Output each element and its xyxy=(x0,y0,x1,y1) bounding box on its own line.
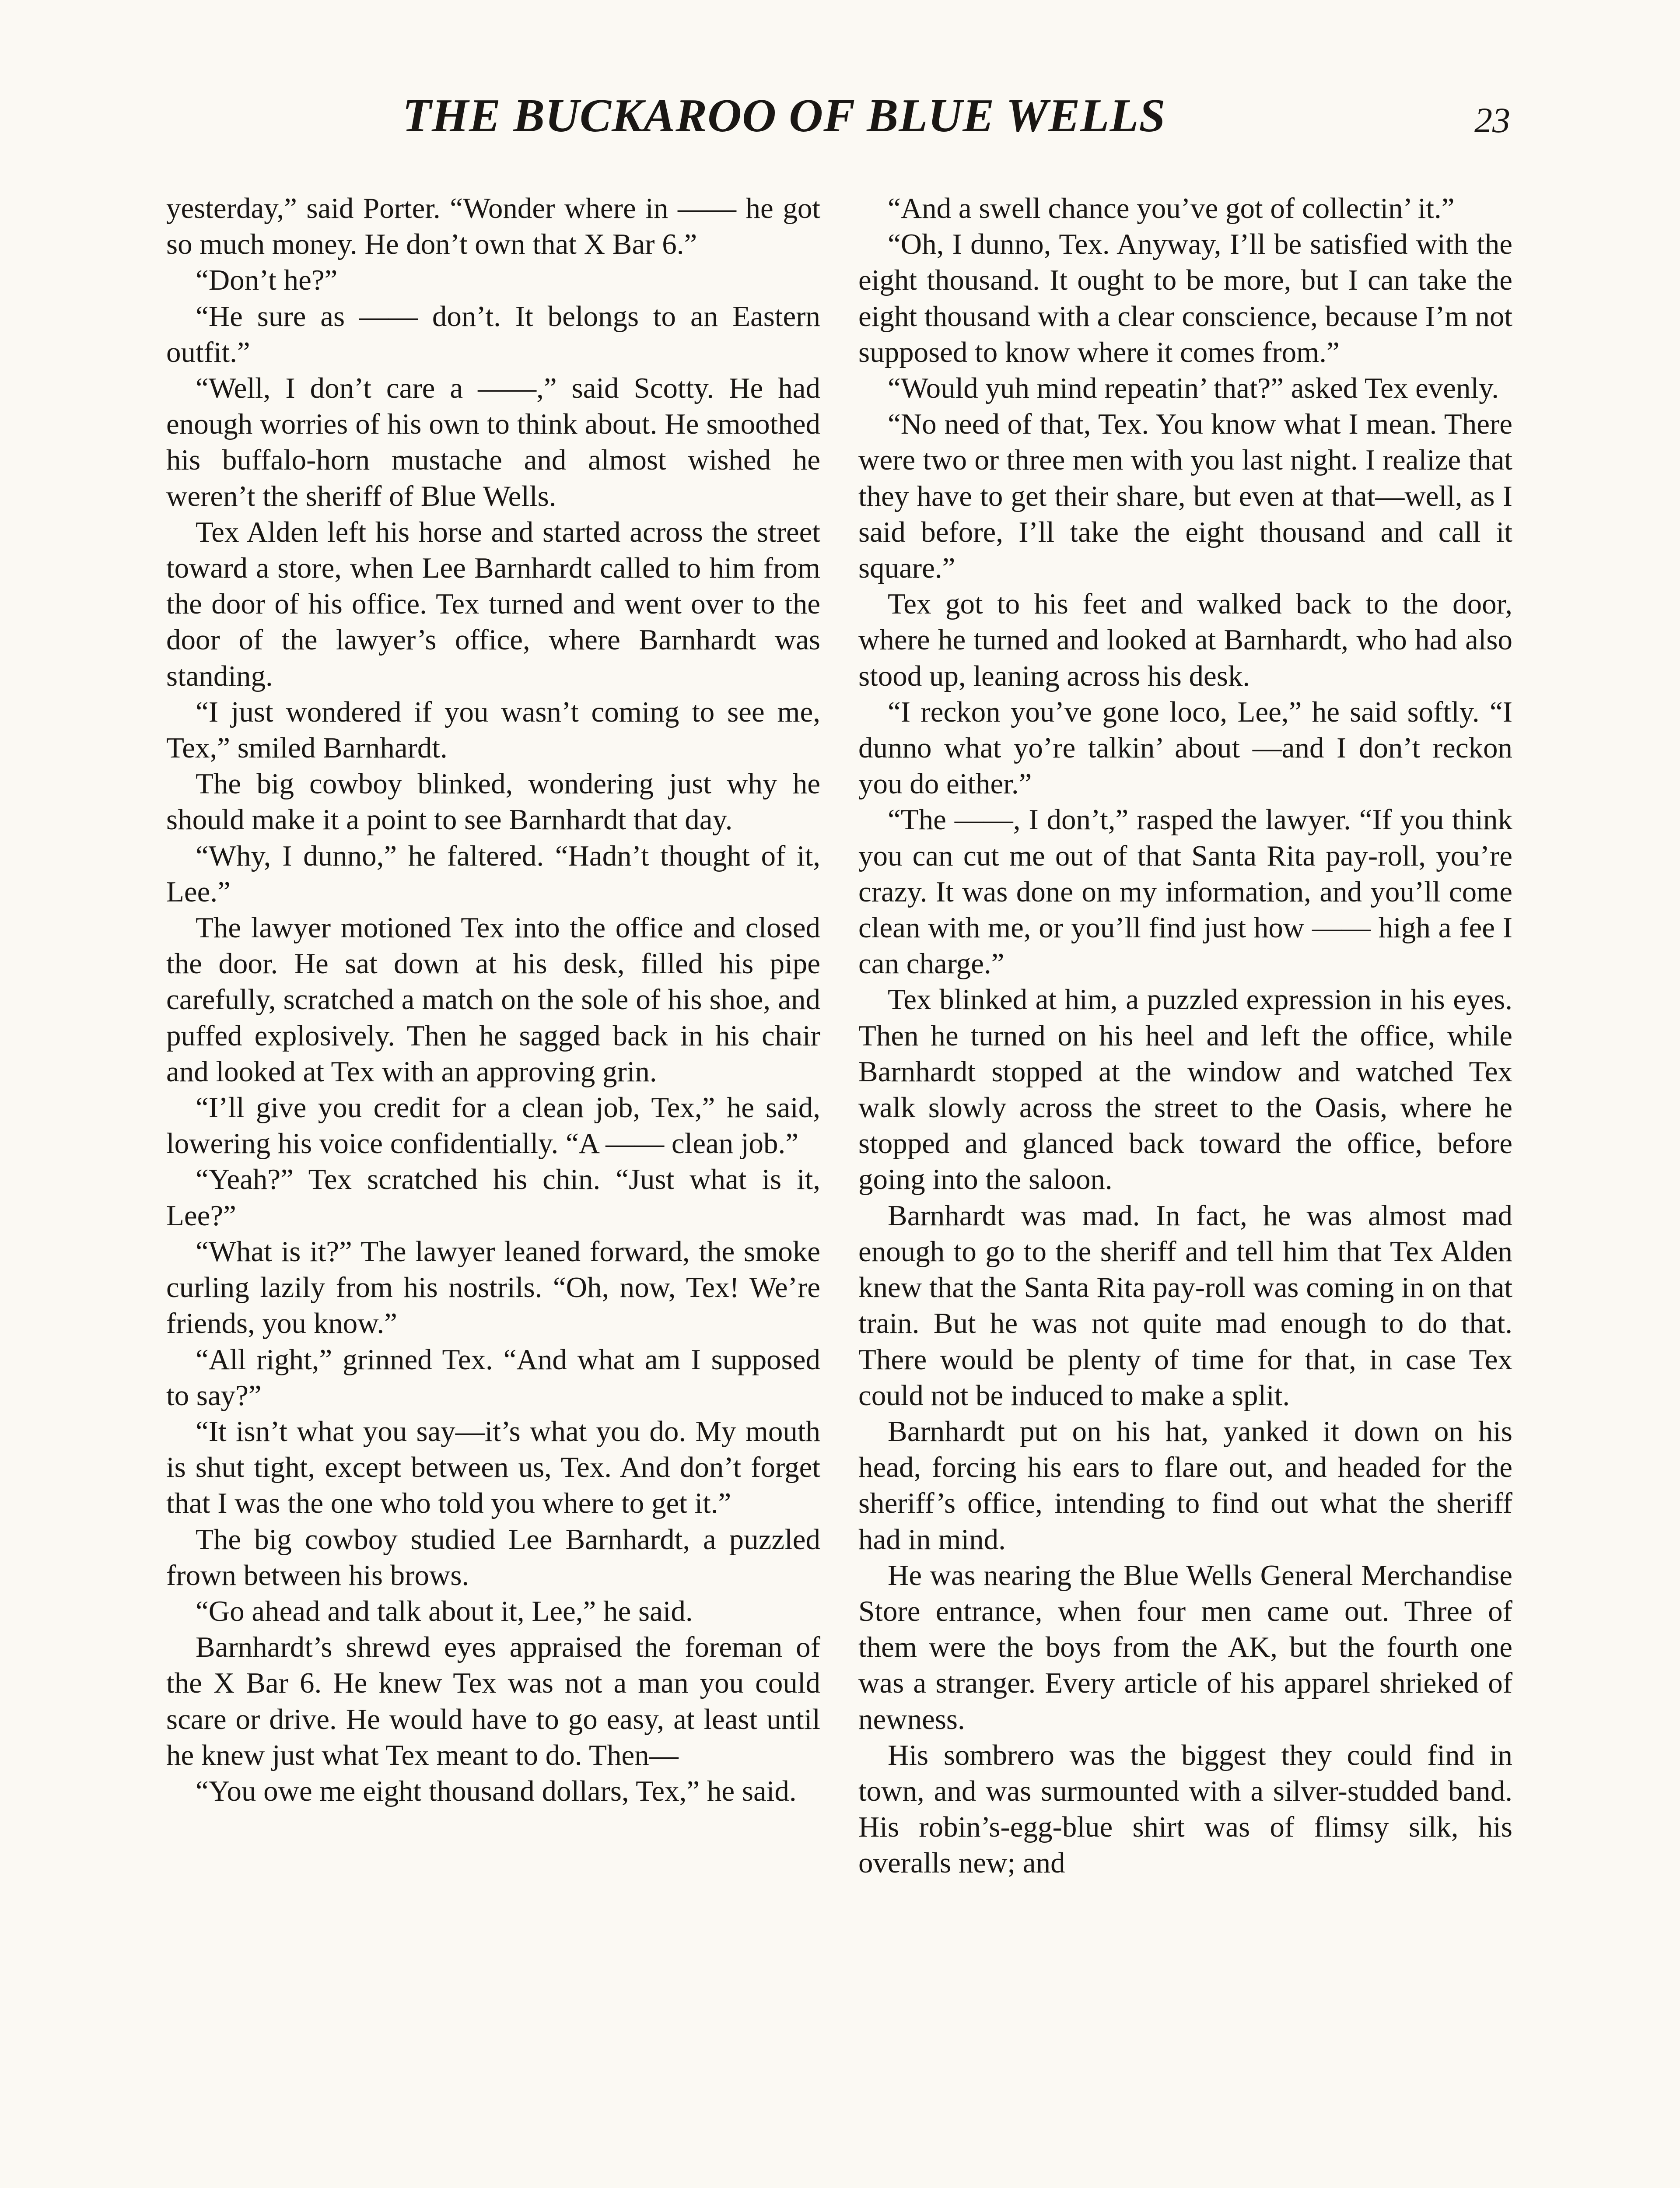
paragraph: Tex Alden left his horse and started across the street toward a store, when Lee Barnhardt called to him from the door of his office. Tex turned and went over to the door of the lawyer’s office, where Barnhardt was standing. xyxy=(166,515,820,692)
paragraph: “What is it?” The lawyer leaned forward, the smoke curling lazily from his nostrils. “Oh, now, Tex! We’re friends, you know.” xyxy=(166,1235,820,1340)
paragraph: The lawyer motioned Tex into the office and closed the door. He sat down at his desk, filled his pipe carefully, scratched a match on the sole of his shoe, and puffed explosively. Then he sagged back in his chair and looked at Tex with an approving grin. xyxy=(166,912,820,1088)
paragraph: “I’ll give you credit for a clean job, Tex,” he said, lowering his voice confidentially. “A —— clean job.” xyxy=(166,1091,820,1160)
paragraph: His sombrero was the biggest they could find in town, and was surmounted with a silver-studded band. His robin’s-egg-blue shirt was of flimsy silk, his overalls new; and xyxy=(858,1739,1512,1879)
paragraph: “Well, I don’t care a ——,” said Scotty. He had enough worries of his own to think about. He smoothed his buffalo-horn mustache and almost wished he weren’t the sheriff of Blue Wells. xyxy=(166,372,820,512)
paragraph: Barnhardt’s shrewd eyes appraised the foreman of the X Bar 6. He knew Tex was not a man you could scare or drive. He would have to go easy, at least until he knew just what Tex meant to do. Then— xyxy=(166,1631,820,1771)
paragraph: “The ——, I don’t,” rasped the lawyer. “If you think you can cut me out of that Santa Rita pay-roll, you’re crazy. It was done on my information, and you’ll come clean with me, or you’ll find just how —— high a fee I can charge.” xyxy=(858,803,1512,980)
paragraph: “I reckon you’ve gone loco, Lee,” he said softly. “I dunno what yo’re talkin’ about —and I don’t reckon you do either.” xyxy=(858,695,1512,800)
paragraph: “He sure as —— don’t. It belongs to an Eastern outfit.” xyxy=(166,300,820,368)
paragraph: “Oh, I dunno, Tex. Anyway, I’ll be satisfied with the eight thousand. It ought to be more, but I can take the eight thousand with a clear conscience, because I’m not supposed to know where it comes from.” xyxy=(858,228,1512,368)
running-title: THE BUCKAROO OF BLUE WELLS xyxy=(402,90,1166,142)
paragraph: Tex blinked at him, a puzzled expression in his eyes. Then he turned on his heel and left the office, while Barnhardt stopped at the window and watched Tex walk slowly across the street to the Oasis, where he stopped and glanced back toward the office, before going into the saloon. xyxy=(858,983,1512,1196)
left-column xyxy=(166,190,820,1809)
paragraph: “Yeah?” Tex scratched his chin. “Just what is it, Lee?” xyxy=(166,1163,820,1232)
paragraph: Tex got to his feet and walked back to the door, where he turned and looked at Barnhardt, who had also stood up, leaning across his desk. xyxy=(858,588,1512,692)
paragraph: “It isn’t what you say—it’s what you do. My mouth is shut tight, except between us, Tex. And don’t forget that I was the one who told you where to get it.” xyxy=(166,1415,820,1520)
paragraph: The big cowboy studied Lee Barnhardt, a puzzled frown between his brows. xyxy=(166,1523,820,1592)
paragraph: “Don’t he?” xyxy=(196,264,338,297)
paragraph: Barnhardt was mad. In fact, he was almost mad enough to go to the sheriff and tell him that Tex Alden knew that the Santa Rita pay-roll was coming in on that train. But he was not quite mad enough to do that. There would be plenty of time for that, in case Tex could not be induced to make a split. xyxy=(858,1199,1512,1412)
paragraph: “And a swell chance you’ve got of collectin’ it.” xyxy=(888,192,1455,224)
paragraph: “I just wondered if you wasn’t coming to see me, Tex,” smiled Barnhardt. xyxy=(166,695,820,764)
paragraph: “Would yuh mind repeatin’ that?” asked Tex evenly. xyxy=(888,372,1499,405)
paragraph: Barnhardt put on his hat, yanked it down on his head, forcing his ears to flare out, and headed for the sheriff’s office, intending to find out what the sheriff had in mind. xyxy=(858,1415,1512,1556)
paragraph: “No need of that, Tex. You know what I mean. There were two or three men with you last night. I realize that they have to get their share, but even at that—well, as I said before, I’ll take the eight thousand and call it square.” xyxy=(858,408,1512,585)
paragraph: The big cowboy blinked, wondering just why he should make it a point to see Barnhardt that day. xyxy=(166,768,820,836)
paragraph: He was nearing the Blue Wells General Merchandise Store entrance, when four men came out. Three of them were the boys from the AK, but the fourth one was a stranger. Every article of his apparel shrieked of newness. xyxy=(858,1559,1512,1736)
paragraph: “Go ahead and talk about it, Lee,” he said. xyxy=(196,1595,693,1627)
page-number: 23 xyxy=(1474,100,1510,140)
paragraph: “All right,” grinned Tex. “And what am I supposed to say?” xyxy=(166,1343,820,1412)
running-head xyxy=(0,85,1680,147)
paragraph: yesterday,” said Porter. “Wonder where in —— he got so much money. He don’t own that X Bar 6.” xyxy=(166,192,820,261)
right-column xyxy=(858,190,1512,1881)
paragraph: “Why, I dunno,” he faltered. “Hadn’t thought of it, Lee.” xyxy=(166,839,820,908)
paragraph: “You owe me eight thousand dollars, Tex,” he said. xyxy=(196,1774,797,1807)
